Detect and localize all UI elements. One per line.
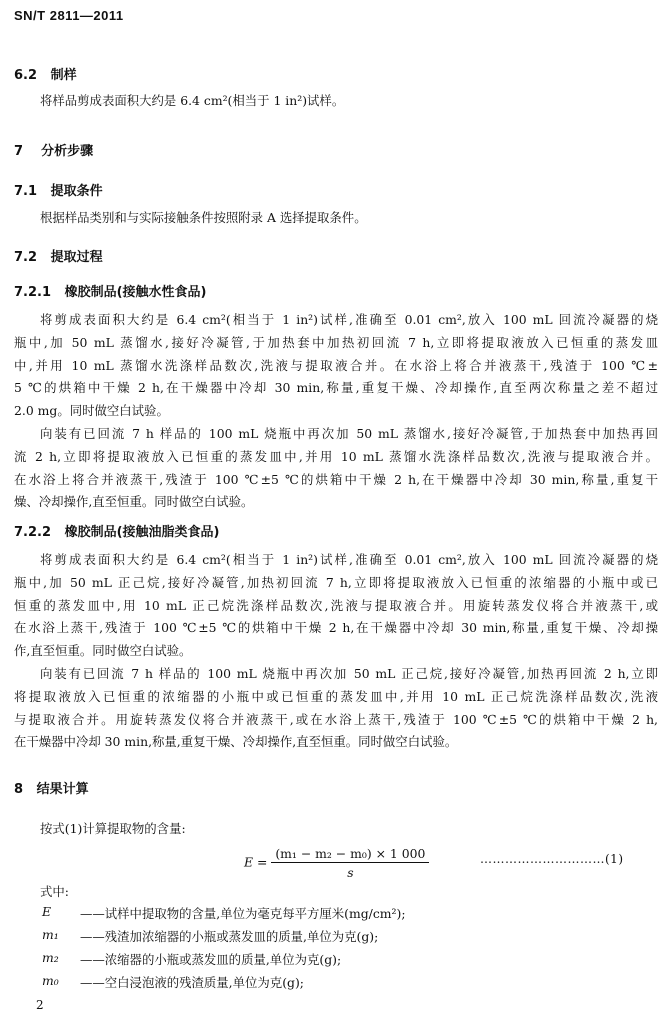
variable-description: ——空白浸泡液的残渣质量,单位为克(g);: [80, 975, 304, 990]
paragraph-line: 式中:: [40, 884, 69, 899]
paragraph-7-2-1b: [14, 423, 658, 514]
section-number: 7.2.1: [14, 285, 52, 300]
section-title: 制样: [50, 68, 77, 83]
section-number: 7.2: [14, 250, 38, 265]
section-7-2-2-heading: [14, 521, 219, 540]
paragraph-line: 作,直至恒重。同时做空白试验。: [14, 643, 192, 659]
paragraph-line: 向装有已回流 7 h 样品的 100 mL 烧瓶中再次加 50 mL 蒸馏水,接好冷凝管,于加热套中加热再回: [40, 426, 658, 441]
paragraph-line: 向装有已回流 7 h 样品的 100 mL 烧瓶中再次加 50 mL 正己烷,接好冷凝管,加热再回流 2 h,立即: [40, 666, 658, 681]
paragraph-line: 5 ℃的烘箱中干燥 2 h,在干燥器中冷却 30 min,称量,重复干燥、冷却操作,直至两次称量之差不超过: [14, 380, 658, 396]
paragraph-line: 瓶中,加 50 mL 正己烷,接好冷凝管,加热初回流 7 h,立即将提取液放入已恒重的浓缩器的小瓶中或已: [14, 574, 658, 590]
section-7-2-heading: [14, 246, 103, 265]
section-number: 7: [14, 144, 24, 159]
page-number: 2: [36, 998, 44, 1012]
paragraph-line: 将剪成表面积大约是 6.4 cm²(相当于 1 in²)试样,准确至 0.01 cm²,放入 100 mL 回流冷凝器的烧: [40, 312, 658, 327]
formula-denominator: s: [347, 865, 354, 880]
section-title: 橡胶制品(接触水性食品): [64, 285, 207, 300]
section-number: 8: [14, 782, 24, 797]
section-title: 提取条件: [50, 184, 103, 199]
paragraph-line: 中,并用 10 mL 蒸馏水洗涤样品数次,洗液与提取液合并。在水浴上将合并液蒸干,残渣于 100 ℃±: [14, 357, 658, 373]
where-label: [14, 881, 658, 904]
formula-numerator: (m₁ − m₂ − m₀) × 1 000: [271, 846, 429, 863]
paragraph-line: 将剪成表面积大约是 6.4 cm²(相当于 1 in²)试样,准确至 0.01 cm²,放入 100 mL 回流冷凝器的烧: [40, 552, 658, 567]
paragraph-line: 在干燥器中冷却 30 min,称量,重复干燥、冷却操作,直至恒重。同时做空白试验。: [14, 734, 458, 750]
variable-symbol: m₁: [42, 927, 59, 942]
section-6-2-heading: [14, 64, 77, 83]
paragraph-line: 燥、冷却操作,直至恒重。同时做空白试验。: [14, 494, 254, 510]
variable-description: ——残渣加浓缩器的小瓶或蒸发皿的质量,单位为克(g);: [80, 929, 379, 944]
paragraph-7-2-1a: [14, 309, 658, 423]
equation-number: …………………………(1): [480, 852, 624, 866]
paragraph-6-2: [14, 90, 658, 113]
document-header: SN/T 2811—2011: [14, 8, 124, 23]
section-7-heading: [14, 140, 93, 159]
variable-symbol: E: [42, 904, 52, 919]
paragraph-line: 在水浴上蒸干,残渣于 100 ℃±5 ℃的烘箱中干燥 2 h,在干燥器中冷却 30 min,称量,重复干燥、冷却操: [14, 620, 658, 636]
paragraph-line: 按式(1)计算提取物的含量:: [40, 821, 186, 836]
section-number: 7.2.2: [14, 525, 52, 540]
paragraph-8: [14, 818, 658, 841]
section-8-heading: [14, 778, 89, 797]
paragraph-line: 在水浴上将合并液蒸干,残渣于 100 ℃±5 ℃的烘箱中干燥 2 h,在干燥器中冷却 30 min,称量,重复干: [14, 471, 658, 487]
formula-1: [244, 846, 429, 880]
variable-symbol: m₂: [42, 950, 59, 965]
variable-description: ——试样中提取物的含量,单位为毫克每平方厘米(mg/cm²);: [80, 906, 406, 921]
paragraph-line: 恒重的蒸发皿中,用 10 mL 正己烷洗涤样品数次,洗液与提取液合并。用旋转蒸发仪将合并液蒸干,或: [14, 597, 658, 613]
section-title: 分析步骤: [41, 144, 94, 159]
section-7-1-heading: [14, 180, 103, 199]
section-title: 提取过程: [50, 250, 103, 265]
paragraph-line: 将样品剪成表面积大约是 6.4 cm²(相当于 1 in²)试样。: [40, 93, 345, 108]
paragraph-line: 流 2 h,立即将提取液放入已恒重的蒸发皿中,并用 10 mL 蒸馏水洗涤样品数次,洗液与提取液合并。: [14, 448, 658, 464]
section-number: 6.2: [14, 68, 38, 83]
variable-symbol: m₀: [42, 973, 59, 988]
paragraph-7-1: [14, 207, 658, 230]
paragraph-7-2-2a: [14, 549, 658, 663]
variable-description: ——浓缩器的小瓶或蒸发皿的质量,单位为克(g);: [80, 952, 342, 967]
paragraph-7-2-2b: [14, 663, 658, 754]
section-number: 7.1: [14, 184, 38, 199]
paragraph-line: 根据样品类别和与实际接触条件按照附录 A 选择提取条件。: [40, 210, 367, 225]
section-title: 结果计算: [36, 782, 89, 797]
paragraph-line: 2.0 mg。同时做空白试验。: [14, 403, 169, 419]
section-7-2-1-heading: [14, 281, 206, 300]
formula-fraction: [271, 846, 429, 880]
section-title: 橡胶制品(接触油脂类食品): [64, 525, 220, 540]
paragraph-line: 与提取液合并。用旋转蒸发仪将合并液蒸干,或在水浴上蒸干,残渣于 100 ℃±5 ℃的烘箱中干燥 2 h,: [14, 711, 658, 727]
paragraph-line: 将提取液放入已恒重的浓缩器的小瓶中或已恒重的蒸发皿中,并用 10 mL 正己烷洗涤样品数次,洗液: [14, 688, 658, 704]
paragraph-line: 瓶中,加 50 mL 蒸馏水,接好冷凝管,于加热套中加热初回流 7 h,立即将提取液放入已恒重的蒸发皿: [14, 334, 658, 350]
formula-lhs: E =: [244, 854, 268, 870]
